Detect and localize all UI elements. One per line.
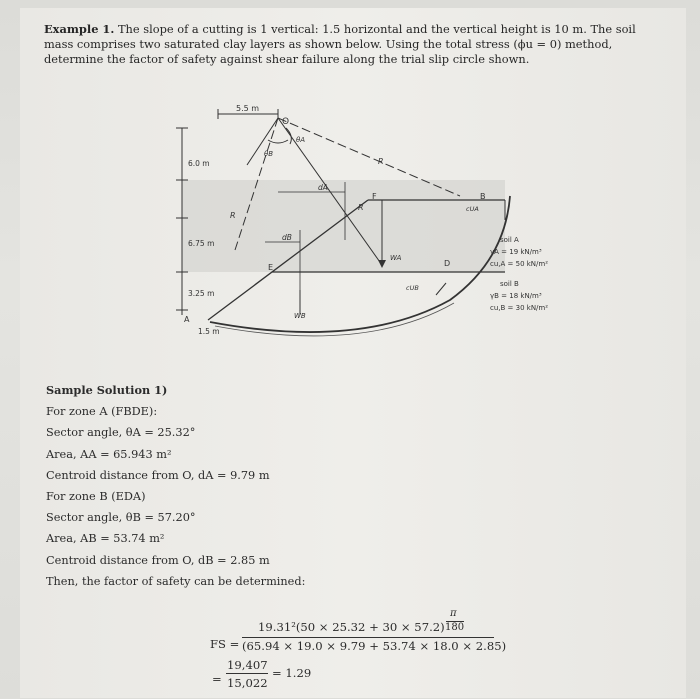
slope-diagram — [160, 100, 660, 355]
sample-solution — [46, 380, 546, 592]
label-r2: R — [358, 203, 364, 212]
eq-sign: = — [212, 672, 222, 686]
fs-numerator: 19.31²(50 × 25.32 + 30 × 57.2) — [258, 620, 445, 634]
solution-line: Area, AB = 53.74 m² — [46, 532, 165, 546]
num-2: 19,407 — [227, 658, 268, 672]
solution-line: Then, the factor of safety can be determined: — [46, 574, 306, 588]
solution-line: Area, AA = 65.943 m² — [46, 447, 172, 461]
label-r3: R — [230, 211, 236, 220]
dim-h1: 6.0 m — [188, 159, 210, 168]
soil-b-gamma: γB = 18 kN/m³ — [490, 292, 542, 300]
label-r1: R — [378, 157, 384, 166]
label-da: dA — [318, 183, 328, 192]
soil-a-gamma: γA = 19 kN/m³ — [490, 248, 542, 256]
label-cua: cUA — [466, 205, 479, 213]
label-wb: WB — [294, 312, 306, 320]
label-theta-b: θB — [264, 150, 274, 158]
solution-line: For zone A (FBDE): — [46, 405, 158, 419]
problem-statement — [44, 22, 644, 68]
solution-title: Sample Solution 1) — [46, 383, 168, 397]
example-label: Example 1. — [44, 22, 115, 36]
point-e: E — [268, 263, 274, 272]
problem-text: The slope of a cutting is 1 vertical: 1.5 horizontal and the vertical height is 10 m. The soil mass comprises two saturated clay layers as shown below. Using the total stress (ϕu = 0) method, determine the factor of safety against shear failure along the trial slip circle shown. — [44, 22, 636, 67]
soil-a-cu: cu,A = 50 kN/m² — [490, 260, 549, 268]
label-cub: cUB — [406, 284, 419, 292]
den-2: 15,022 — [227, 676, 268, 690]
label-theta-a: θA — [296, 136, 306, 144]
solution-line: Sector angle, θA = 25.32° — [46, 426, 196, 440]
solution-line: Centroid distance from O, dB = 2.85 m — [46, 553, 270, 567]
point-d: D — [444, 259, 451, 268]
label-db: dB — [282, 233, 292, 242]
point-b: B — [480, 192, 486, 201]
fraction-bar-main — [242, 637, 494, 638]
deg-180: 180 — [445, 622, 465, 633]
dim-h3: 3.25 m — [188, 289, 215, 298]
dim-h2: 6.75 m — [188, 239, 215, 248]
soil-b-cu: cu,B = 30 kN/m² — [490, 304, 549, 312]
solution-line: For zone B (EDA) — [46, 489, 146, 503]
solution-line: Centroid distance from O, dA = 9.79 m — [46, 468, 270, 482]
soil-b-name: soil B — [500, 280, 519, 288]
point-a: A — [184, 315, 190, 324]
fraction-bar-2 — [226, 673, 268, 674]
dim-top: 5.5 m — [236, 104, 260, 113]
fs-label: FS = — [210, 637, 240, 651]
point-o: O — [282, 117, 290, 127]
label-wa: WA — [390, 254, 402, 262]
fs-result: = 1.29 — [272, 666, 312, 680]
dim-bottom: 1.5 m — [198, 327, 220, 336]
solution-line: Sector angle, θB = 57.20° — [46, 511, 196, 525]
soil-a-name: soil A — [500, 236, 519, 244]
point-f: F — [372, 192, 377, 201]
fs-denominator: (65.94 × 19.0 × 9.79 + 53.74 × 18.0 × 2.85) — [242, 639, 507, 653]
pi-symbol: π — [450, 608, 457, 619]
